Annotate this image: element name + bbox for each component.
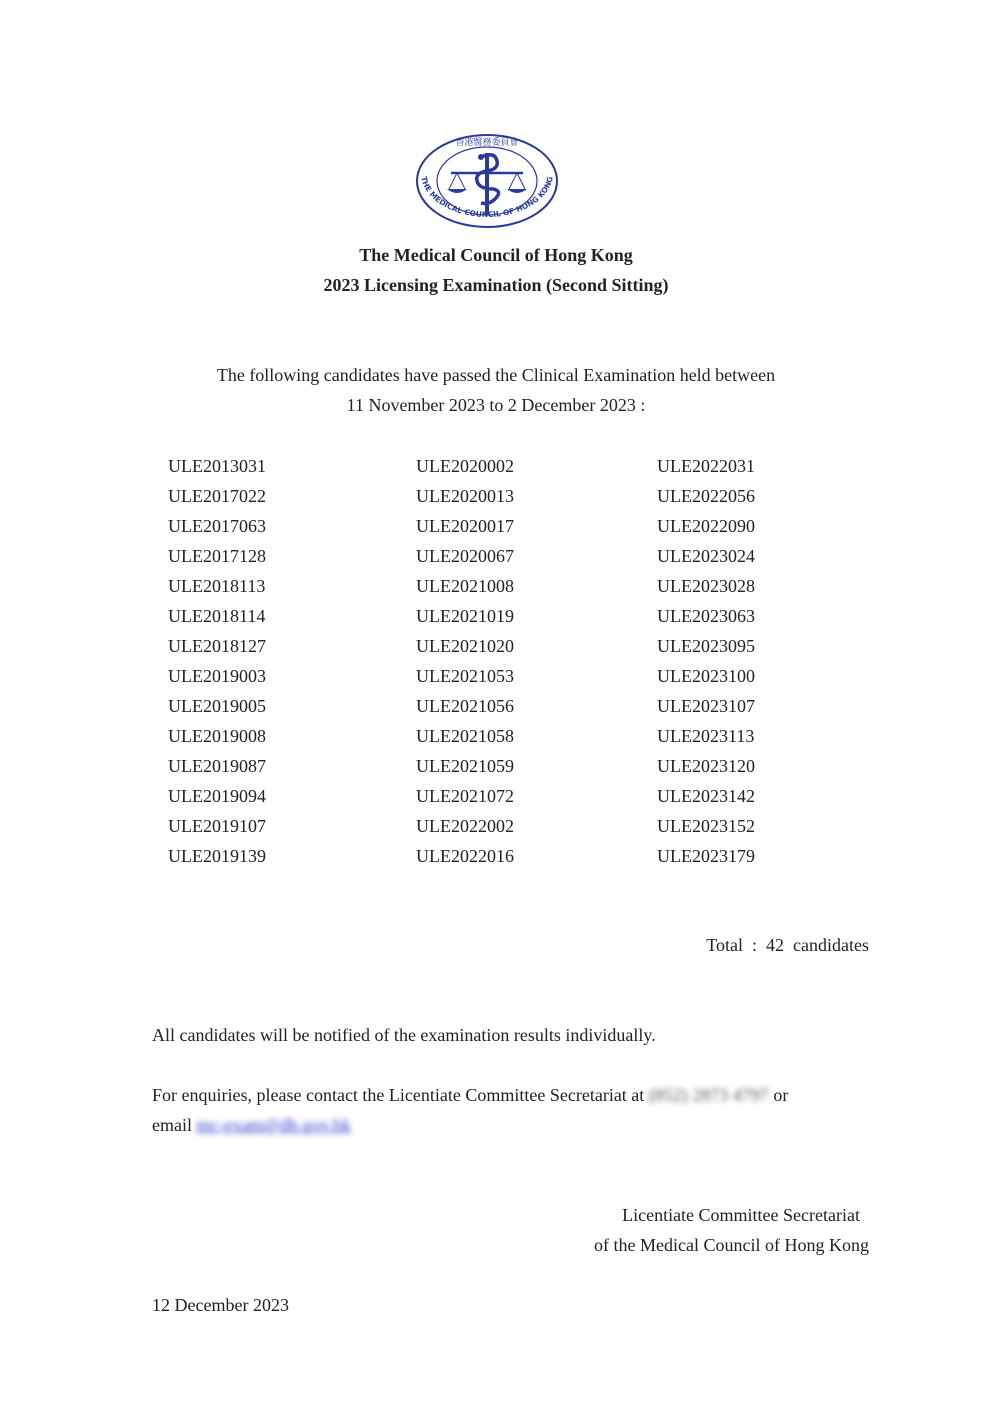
candidate-number: ULE2021019 [416, 606, 514, 626]
candidate-number: ULE2020067 [416, 546, 514, 566]
candidate-number: ULE2021058 [416, 726, 514, 746]
candidate-column-2 [416, 454, 514, 874]
signature-line-1: Licentiate Committee Secretariat [622, 1205, 860, 1225]
document-title: The Medical Council of Hong Kong [359, 245, 633, 265]
candidate-number: ULE2023120 [657, 756, 755, 776]
candidate-number: ULE2021008 [416, 576, 514, 596]
candidate-column-1 [168, 454, 266, 874]
candidate-number: ULE2017022 [168, 486, 266, 506]
logo-english-text: THE MEDICAL COUNCIL OF HONG KONG [419, 175, 555, 220]
candidate-number: ULE2021020 [416, 636, 514, 656]
candidate-number: ULE2018113 [168, 576, 266, 596]
candidate-number: ULE2019094 [168, 786, 266, 806]
intro-line-2: 11 November 2023 to 2 December 2023 : [346, 395, 646, 415]
enquiry-line-2 [152, 1115, 351, 1136]
candidate-column-3 [657, 454, 755, 874]
candidate-number: ULE2022056 [657, 486, 755, 506]
candidate-number: ULE2013031 [168, 456, 266, 476]
candidate-number: ULE2023100 [657, 666, 755, 686]
candidate-number: ULE2023107 [657, 696, 755, 716]
candidate-number: ULE2019087 [168, 756, 266, 776]
enquiry-or: or [773, 1085, 789, 1105]
candidate-number: ULE2022031 [657, 456, 755, 476]
document-subtitle: 2023 Licensing Examination (Second Sitting) [323, 275, 669, 295]
logo-chinese-text: 香港醫務委員會 [455, 138, 519, 148]
candidate-number: ULE2020002 [416, 456, 514, 476]
candidate-number: ULE2023179 [657, 846, 755, 866]
intro-line-1: The following candidates have passed the Clinical Examination held between [216, 365, 776, 385]
candidate-number: ULE2021056 [416, 696, 514, 716]
candidate-number: ULE2022090 [657, 516, 755, 536]
candidate-number: ULE2019139 [168, 846, 266, 866]
candidate-number: ULE2019107 [168, 816, 266, 836]
candidate-number: ULE2023095 [657, 636, 755, 656]
candidate-number: ULE2019008 [168, 726, 266, 746]
candidate-number: ULE2023152 [657, 816, 755, 836]
candidate-number: ULE2017063 [168, 516, 266, 536]
signature-line-2: of the Medical Council of Hong Kong [594, 1235, 869, 1255]
candidate-number: ULE2023113 [657, 726, 755, 746]
candidate-number: ULE2018114 [168, 606, 266, 626]
candidate-number: ULE2022002 [416, 816, 514, 836]
candidate-number: ULE2019005 [168, 696, 266, 716]
email-label: email [152, 1115, 192, 1135]
candidate-number: ULE2020017 [416, 516, 514, 536]
redacted-phone: (852) 2873 4797 [648, 1085, 769, 1105]
candidate-number: ULE2019003 [168, 666, 266, 686]
notification-notice: All candidates will be notified of the examination results individually. [152, 1025, 656, 1045]
candidate-number: ULE2017128 [168, 546, 266, 566]
candidate-number: ULE2023063 [657, 606, 755, 626]
medical-council-logo [415, 133, 559, 229]
candidate-number: ULE2023028 [657, 576, 755, 596]
candidate-number: ULE2021072 [416, 786, 514, 806]
total-candidates: Total : 42 candidates [706, 935, 869, 955]
candidate-number: ULE2018127 [168, 636, 266, 656]
candidate-number: ULE2021059 [416, 756, 514, 776]
redacted-email-link[interactable]: mc-exam@dh.gov.hk [196, 1115, 351, 1135]
candidate-number: ULE2021053 [416, 666, 514, 686]
candidate-number: ULE2023024 [657, 546, 755, 566]
enquiry-text: For enquiries, please contact the Licentiate Committee Secretariat at [152, 1085, 645, 1105]
candidate-number: ULE2020013 [416, 486, 514, 506]
candidate-number: ULE2022016 [416, 846, 514, 866]
enquiry-line-1 [152, 1085, 788, 1106]
document-date: 12 December 2023 [152, 1295, 289, 1315]
candidate-number: ULE2023142 [657, 786, 755, 806]
